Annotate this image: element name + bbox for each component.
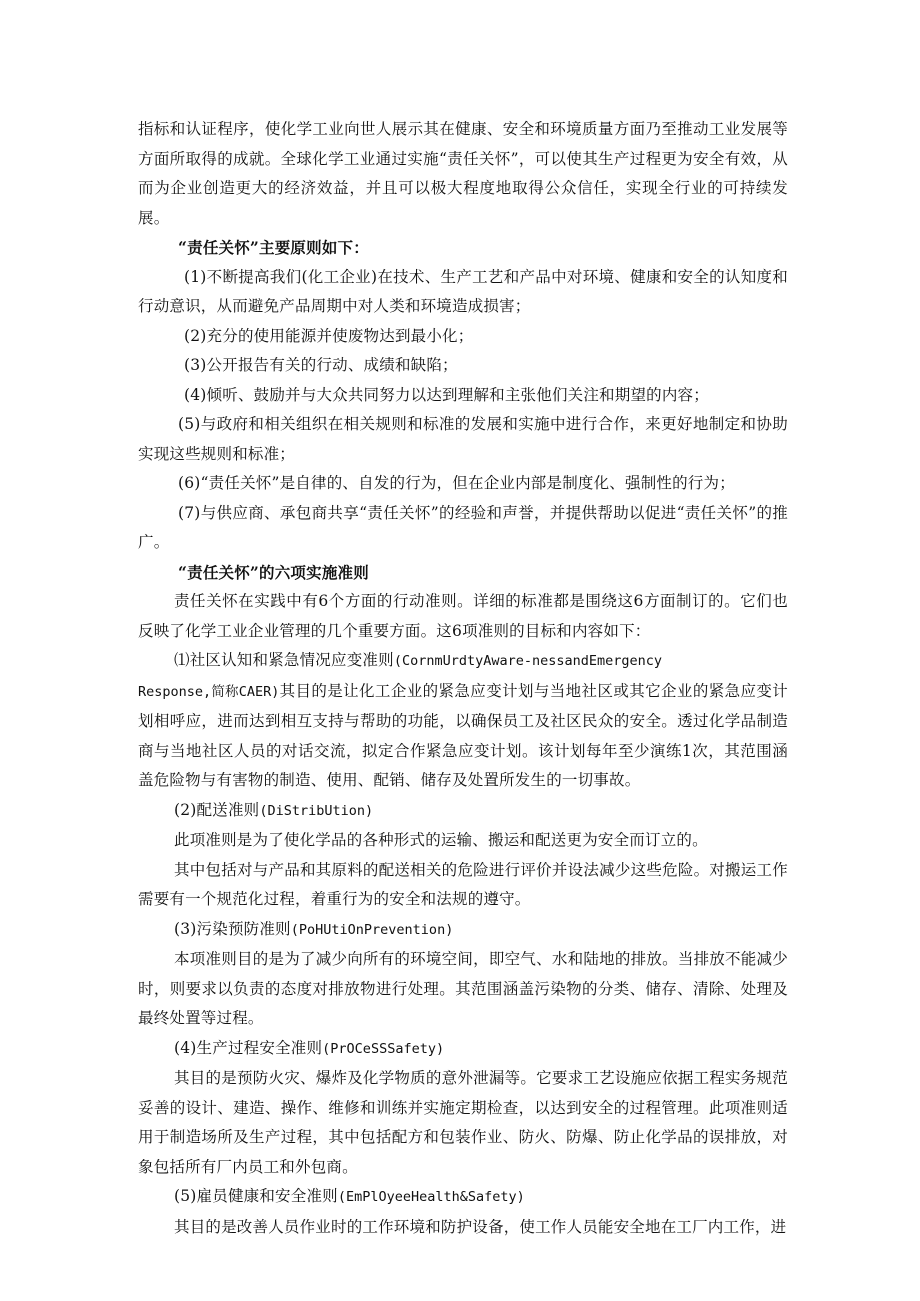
code-3-body: 本项准则目的是为了减少向所有的环境空间，即空气、水和陆地的排放。当排放不能减少时，则要求以负责的态度对排放物进行处理。其范围涵盖污染物的分类、储存、清除、处理及最终处置等过程。	[138, 950, 788, 1027]
code-2-title: (2)配送准则	[174, 800, 260, 819]
principles-heading: “责任关怀”主要原则如下：	[178, 238, 369, 257]
code-3-title: (3)污染预防准则	[174, 919, 291, 938]
six-codes-heading: “责任关怀”的六项实施准则	[178, 562, 369, 582]
principle-1: (1)不断提高我们(化工企业)在技术、生产工艺和产品中对环境、健康和安全的认知度和行动意识，从而避免产品周期中对人类和环境造成损害；	[138, 267, 788, 315]
principle-4: (4)倾听、鼓励并与大众共同努力以达到理解和主张他们关注和期望的内容；	[184, 385, 709, 404]
principle-6: (6)“责任关怀”是自律的、自发的行为，但在企业内部是制度化、强制性的行为；	[178, 474, 735, 492]
code-3-title-en: (PoHUtiOnPrevention)	[290, 921, 454, 938]
code-2-title-line	[138, 796, 788, 827]
code-4-body: 其目的是预防火灾、爆炸及化学物质的意外泄漏等。它要求工艺设施应依据工程实务规范妥善的设计、建造、操作、维修和训练并实施定期检查，以达到安全的过程管理。此项准则适用于制造场所及生产过程，其中包括配方和包装作业、防火、防爆、防止化学品的误排放，对象包括所有厂内员工和外包商。	[138, 1069, 788, 1176]
code-2-title-en: (DiStribUtion)	[259, 802, 374, 819]
document-body	[138, 115, 788, 1242]
principle-7: (7)与供应商、承包商共享“责任关怀”的经验和声誉，并提供帮助以促进“责任关怀”的推广。	[138, 503, 788, 551]
code-2-body-2: 其中包括对与产品和其原料的配送相关的危险进行评价并设法减少这些危险。对搬运工作需要有一个规范化过程，着重行为的安全和法规的遵守。	[138, 860, 788, 908]
code-5-title-en: (EmPlOyeeHealth&Safety)	[337, 1189, 525, 1205]
code-1-title-line	[138, 646, 788, 677]
code-4-title-line	[138, 1034, 788, 1065]
code-1-title: ⑴社区认知和紧急情况应变准则	[174, 651, 394, 669]
code-2-body-1: 此项准则是为了使化学品的各种形式的运输、搬运和配送更为安全而订立的。	[174, 831, 708, 849]
intro-paragraph: 指标和认证程序，使化学工业向世人展示其在健康、安全和环境质量方面乃至推动工业发展等方面所取得的成就。全球化学工业通过实施“责任关怀”，可以使其生产过程更为安全有效，从而为企业创造更大的经济效益，并且可以极大程度地取得公众信任，实现全行业的可持续发展。	[138, 120, 788, 227]
code-1-en-tail: Response,简称CAER)	[138, 683, 280, 700]
principle-2: (2)充分的使用能源并使废物达到最小化；	[184, 326, 474, 345]
code-1-body-paragraph	[138, 677, 788, 796]
code-1-title-en: (CornmUrdtyAware-nessandEmergency	[393, 653, 663, 669]
code-3-title-line	[138, 915, 788, 946]
principle-3: (3)公开报告有关的行动、成绩和缺陷；	[184, 356, 458, 374]
code-4-title-en: (PrOCeSSSafety)	[322, 1040, 445, 1057]
code-1-body: 其目的是让化工企业的紧急应变计划与当地社区或其它企业的紧急应变计划相呼应，进而达到相互支持与帮助的功能，以确保员工及社区民众的安全。透过化学品制造商与当地社区人员的对话交流，拟定合作紧急应变计划。该计划每年至少演练1次，其范围涵盖危险物与有害物的制造、使用、配销、储存及处置所发生的一切事故。	[138, 681, 788, 789]
code-5-body: 其目的是改善人员作业时的工作环境和防护设备，使工作人员能安全地在工厂内工作，进	[174, 1217, 787, 1236]
code-5-title: (5)雇员健康和安全准则	[174, 1187, 338, 1205]
six-codes-intro: 责任关怀在实践中有6个方面的行动准则。详细的标准都是围绕这6方面制订的。它们也反映了化学工业企业管理的几个重要方面。这6项准则的目标和内容如下：	[138, 592, 788, 640]
code-4-title: (4)生产过程安全准则	[174, 1038, 323, 1057]
code-5-title-line	[138, 1182, 788, 1213]
principle-5: (5)与政府和相关组织在相关规则和标准的发展和实施中进行合作，来更好地制定和协助实现这些规则和标准；	[138, 415, 788, 463]
